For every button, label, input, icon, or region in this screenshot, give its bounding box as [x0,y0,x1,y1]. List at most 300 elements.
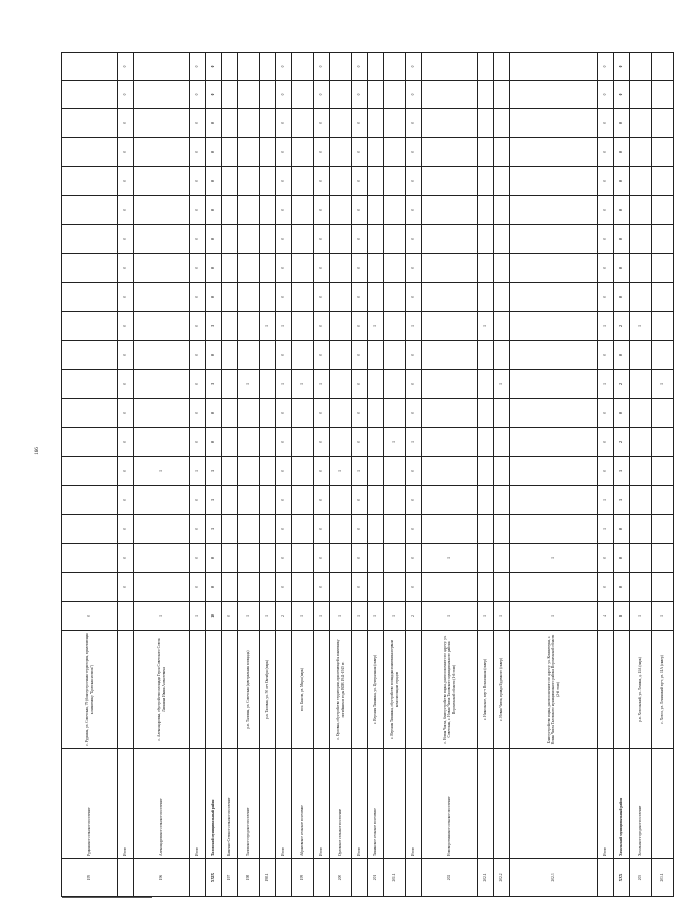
count-cell [292,399,314,428]
count-cell: 0 [314,457,330,486]
object-address-cell: с. Новая Чигла, благоустройство парка, расположенного по адресу: ул. Советская, с. Новая Чигла Таловского муниципального района Воронежской области (1-й этап) [422,631,478,749]
count-cell: 1 [206,515,222,544]
count-cell [368,53,384,81]
count-cell: 0 [206,573,222,602]
count-cell [384,399,406,428]
count-cell: 0 [598,573,614,602]
count-cell: 0 [406,457,422,486]
count-cell: 1 [292,370,314,399]
count-cell: 0 [614,109,630,138]
count-cell: 0 [206,544,222,573]
count-cell [652,573,674,602]
count-cell: 1 [652,602,674,631]
count-cell: 0 [118,312,134,341]
row-number-cell: XXIX [206,859,222,897]
object-address-cell: с. Верхняя Тишанка, ул. Центральная (сквер) [368,631,384,749]
count-cell: 0 [206,81,222,109]
count-cell: 2 [406,602,422,631]
count-cell [292,196,314,225]
count-cell: 1 [314,370,330,399]
footnote-rule [62,897,152,898]
count-cell [222,573,238,602]
count-cell [478,167,494,196]
count-cell: 0 [352,370,368,399]
count-cell: 0 [314,312,330,341]
count-cell [510,283,598,312]
count-cell [652,196,674,225]
count-cell [494,428,510,457]
object-address-cell: Благоустройство парка, расположенного по адресу: ул. Коминтерна, с. Новая Чигла Таловского муниципального района Воронежской области (2-й этап) [510,631,598,749]
count-cell [510,370,598,399]
count-cell [292,486,314,515]
count-cell [222,283,238,312]
count-cell [422,167,478,196]
count-cell [478,225,494,254]
count-cell: 0 [352,486,368,515]
count-cell: 0 [406,544,422,573]
count-cell [384,573,406,602]
count-cell [652,254,674,283]
count-cell [238,486,260,515]
count-cell: 3 [206,312,222,341]
count-cell [238,167,260,196]
count-cell: 0 [314,81,330,109]
count-cell [494,486,510,515]
count-cell: 0 [190,544,206,573]
count-cell: 0 [314,53,330,81]
row-number-cell: 202 [422,859,478,897]
count-cell: 0 [276,341,292,370]
count-cell [478,486,494,515]
count-cell: 1 [238,370,260,399]
count-cell: 0 [190,196,206,225]
count-cell [652,312,674,341]
row-number-cell: XXX [614,859,630,897]
count-cell [368,457,384,486]
count-cell [368,283,384,312]
row-number-cell: 202.2 [494,859,510,897]
count-cell: 1 [276,312,292,341]
count-cell [330,138,352,167]
count-cell: 0 [614,283,630,312]
count-cell [652,167,674,196]
count-cell [238,109,260,138]
count-cell: 0 [276,399,292,428]
count-cell: 0 [190,428,206,457]
count-cell: 1 [510,544,598,573]
count-cell [652,515,674,544]
count-cell [368,399,384,428]
count-cell [630,399,652,428]
count-cell [222,138,238,167]
count-cell [134,53,190,81]
count-cell: 0 [206,428,222,457]
count-cell: 1 [598,370,614,399]
count-cell: 0 [352,428,368,457]
count-cell [478,341,494,370]
count-cell [652,81,674,109]
count-cell [260,515,276,544]
count-cell: 0 [406,109,422,138]
count-cell [422,283,478,312]
table-row [62,53,118,897]
count-cell [494,312,510,341]
count-cell [238,138,260,167]
count-cell: 0 [276,573,292,602]
count-cell [62,109,118,138]
count-cell: 2 [614,428,630,457]
count-cell: 1 [494,602,510,631]
count-cell [494,399,510,428]
table-row [118,53,134,897]
count-cell: 1 [314,602,330,631]
count-cell: 0 [614,254,630,283]
count-cell: 0 [314,254,330,283]
count-cell [62,81,118,109]
count-cell [62,341,118,370]
count-cell: 0 [352,573,368,602]
count-cell [494,515,510,544]
count-cell: 1 [368,312,384,341]
count-cell [510,254,598,283]
count-cell: 0 [118,573,134,602]
page-number: 166 [35,447,40,455]
count-cell: 1 [134,602,190,631]
count-cell: 0 [276,225,292,254]
settlement-name-cell: Александровское сельское поселение [134,749,190,859]
count-cell [238,81,260,109]
count-cell [478,399,494,428]
count-cell [478,515,494,544]
count-cell: 0 [118,399,134,428]
count-cell [368,573,384,602]
row-number-cell: 199 [292,859,314,897]
count-cell: 0 [614,196,630,225]
count-cell [222,486,238,515]
count-cell [260,399,276,428]
count-cell [478,457,494,486]
count-cell: 0 [118,254,134,283]
count-cell: 1 [368,602,384,631]
count-cell [478,254,494,283]
count-cell [292,225,314,254]
count-cell [510,81,598,109]
count-cell [630,196,652,225]
settlement-name-cell: Таловский муниципальный район [206,749,222,859]
count-cell [494,109,510,138]
count-cell [384,109,406,138]
count-cell: 0 [206,283,222,312]
count-cell [494,341,510,370]
count-cell: 0 [406,254,422,283]
count-cell [330,515,352,544]
settlement-name-cell [494,749,510,859]
count-cell [494,254,510,283]
count-cell [222,515,238,544]
count-cell: 0 [352,225,368,254]
count-cell [384,167,406,196]
count-cell: 0 [206,53,222,81]
count-cell [384,341,406,370]
count-cell [222,312,238,341]
count-cell [330,196,352,225]
count-cell: 0 [614,544,630,573]
row-number-cell [352,859,368,897]
count-cell [134,341,190,370]
count-cell [384,370,406,399]
settlement-name-cell [260,749,276,859]
count-cell: 1 [422,602,478,631]
count-cell [260,544,276,573]
table-row [238,53,260,897]
count-cell [652,225,674,254]
count-cell: 0 [276,544,292,573]
count-cell [292,544,314,573]
count-cell: 0 [614,225,630,254]
count-cell: 2 [614,312,630,341]
count-cell [494,138,510,167]
count-cell [510,225,598,254]
count-cell: 1 [478,312,494,341]
count-cell [494,457,510,486]
count-cell [62,53,118,81]
settlement-name-cell: Итого [598,749,614,859]
count-cell: 1 [238,602,260,631]
count-cell [652,399,674,428]
count-cell [510,167,598,196]
count-cell: 1 [292,602,314,631]
count-cell [384,225,406,254]
count-cell [494,544,510,573]
count-cell [510,486,598,515]
count-cell: 0 [276,167,292,196]
row-number-cell: 202.1 [478,859,494,897]
count-cell: 1 [190,602,206,631]
count-cell: 0 [314,109,330,138]
count-cell [510,53,598,81]
count-cell [292,428,314,457]
object-address-cell [598,631,614,749]
count-cell [422,370,478,399]
count-cell [630,53,652,81]
count-cell: 0 [118,428,134,457]
count-cell [238,515,260,544]
count-cell [630,486,652,515]
count-cell [260,196,276,225]
count-cell [292,573,314,602]
count-cell [62,544,118,573]
count-cell [422,138,478,167]
count-cell [260,254,276,283]
landscaping-objects-table [61,52,674,897]
count-cell: 0 [406,341,422,370]
count-cell: 0 [276,457,292,486]
count-cell [422,573,478,602]
count-cell: 0 [276,109,292,138]
count-cell [630,544,652,573]
object-address-cell: с. Орловка, обустройство территории, прилегающей к памятнику погибшим в годы ВОВ 1941-1945 гг. [330,631,352,749]
table-row [368,53,384,897]
count-cell [62,457,118,486]
count-cell [134,167,190,196]
count-cell: 1 [384,602,406,631]
count-cell [478,428,494,457]
count-cell [292,341,314,370]
count-cell: 0 [206,254,222,283]
table-body [62,53,674,897]
count-cell [510,138,598,167]
count-cell [630,341,652,370]
count-cell [62,515,118,544]
settlement-name-cell: Итого [352,749,368,859]
count-cell [330,399,352,428]
count-cell [134,370,190,399]
count-cell [494,53,510,81]
count-cell [134,428,190,457]
count-cell [510,428,598,457]
count-cell: 0 [352,254,368,283]
count-cell [292,312,314,341]
count-cell: 1 [276,370,292,399]
count-cell: 1 [422,544,478,573]
count-cell: 0 [118,225,134,254]
count-cell [478,370,494,399]
count-cell [422,399,478,428]
count-cell [330,254,352,283]
row-number-cell: 196 [134,859,190,897]
count-cell [630,167,652,196]
count-cell: 0 [314,486,330,515]
count-cell: 1 [406,312,422,341]
count-cell: 1 [352,602,368,631]
count-cell [62,283,118,312]
count-cell: 0 [276,515,292,544]
count-cell [368,138,384,167]
settlement-name-cell: Итого [276,749,292,859]
count-cell [62,225,118,254]
count-cell: 0 [118,515,134,544]
table-row [494,53,510,897]
count-cell: 1 [494,370,510,399]
count-cell: 1 [352,457,368,486]
count-cell [260,109,276,138]
count-cell [134,109,190,138]
count-cell: 0 [118,196,134,225]
count-cell: 0 [206,167,222,196]
count-cell [422,225,478,254]
count-cell [384,457,406,486]
count-cell: 0 [276,53,292,81]
count-cell: 0 [118,544,134,573]
count-cell [134,515,190,544]
count-cell: 1 [330,457,352,486]
count-cell [384,486,406,515]
count-cell: 0 [314,515,330,544]
settlement-name-cell [478,749,494,859]
count-cell [238,283,260,312]
row-number-cell [118,859,134,897]
count-cell [134,225,190,254]
count-cell: 0 [118,53,134,81]
count-cell [238,312,260,341]
row-number-cell: 201.1 [384,859,406,897]
count-cell: 0 [352,341,368,370]
count-cell [494,196,510,225]
count-cell: 0 [276,196,292,225]
table-row [510,53,598,897]
count-cell [478,109,494,138]
count-cell: 1 [614,457,630,486]
count-cell: 0 [206,399,222,428]
count-cell: 0 [118,81,134,109]
count-cell [368,225,384,254]
count-cell [238,428,260,457]
table-row [614,53,630,897]
table-row [352,53,368,897]
count-cell [260,370,276,399]
count-cell [292,81,314,109]
count-cell: 0 [118,167,134,196]
row-number-cell: 195 [62,859,118,897]
count-cell [134,196,190,225]
count-cell: 0 [614,167,630,196]
settlement-name-cell: Хохольский муниципальный район [614,749,630,859]
count-cell [384,81,406,109]
count-cell [292,254,314,283]
count-cell: 1 [630,602,652,631]
count-cell: 0 [314,138,330,167]
count-cell: 0 [206,109,222,138]
count-cell: 0 [190,109,206,138]
count-cell: 0 [190,53,206,81]
count-cell [134,399,190,428]
settlement-name-cell: Итого [406,749,422,859]
object-address-cell: с. Новая Чигла, правда Буденного (сквер) [494,631,510,749]
count-cell [238,341,260,370]
settlement-name-cell: Итого [314,749,330,859]
count-cell: 0 [276,283,292,312]
count-cell [292,109,314,138]
row-number-cell: 203.1 [652,859,674,897]
count-cell: 0 [598,341,614,370]
count-cell [134,573,190,602]
count-cell [384,312,406,341]
object-address-cell: с. Верхняя Тишанка, обустройство площадки памятника первым комсомольцам отрядов [384,631,406,749]
count-cell [422,312,478,341]
row-number-cell: 198.1 [260,859,276,897]
row-number-cell [190,859,206,897]
count-cell [478,283,494,312]
count-cell [330,225,352,254]
count-cell: 0 [118,283,134,312]
count-cell: 0 [276,428,292,457]
count-cell: 0 [314,196,330,225]
count-cell [384,544,406,573]
count-cell: 8 [614,602,630,631]
count-cell [384,196,406,225]
count-cell [494,81,510,109]
count-cell: 0 [118,370,134,399]
count-cell [260,341,276,370]
count-cell [260,428,276,457]
count-cell: 1 [260,602,276,631]
count-cell: 0 [352,109,368,138]
count-cell [222,341,238,370]
count-cell [652,109,674,138]
count-cell [478,196,494,225]
count-cell: 0 [314,544,330,573]
count-cell: 0 [314,283,330,312]
